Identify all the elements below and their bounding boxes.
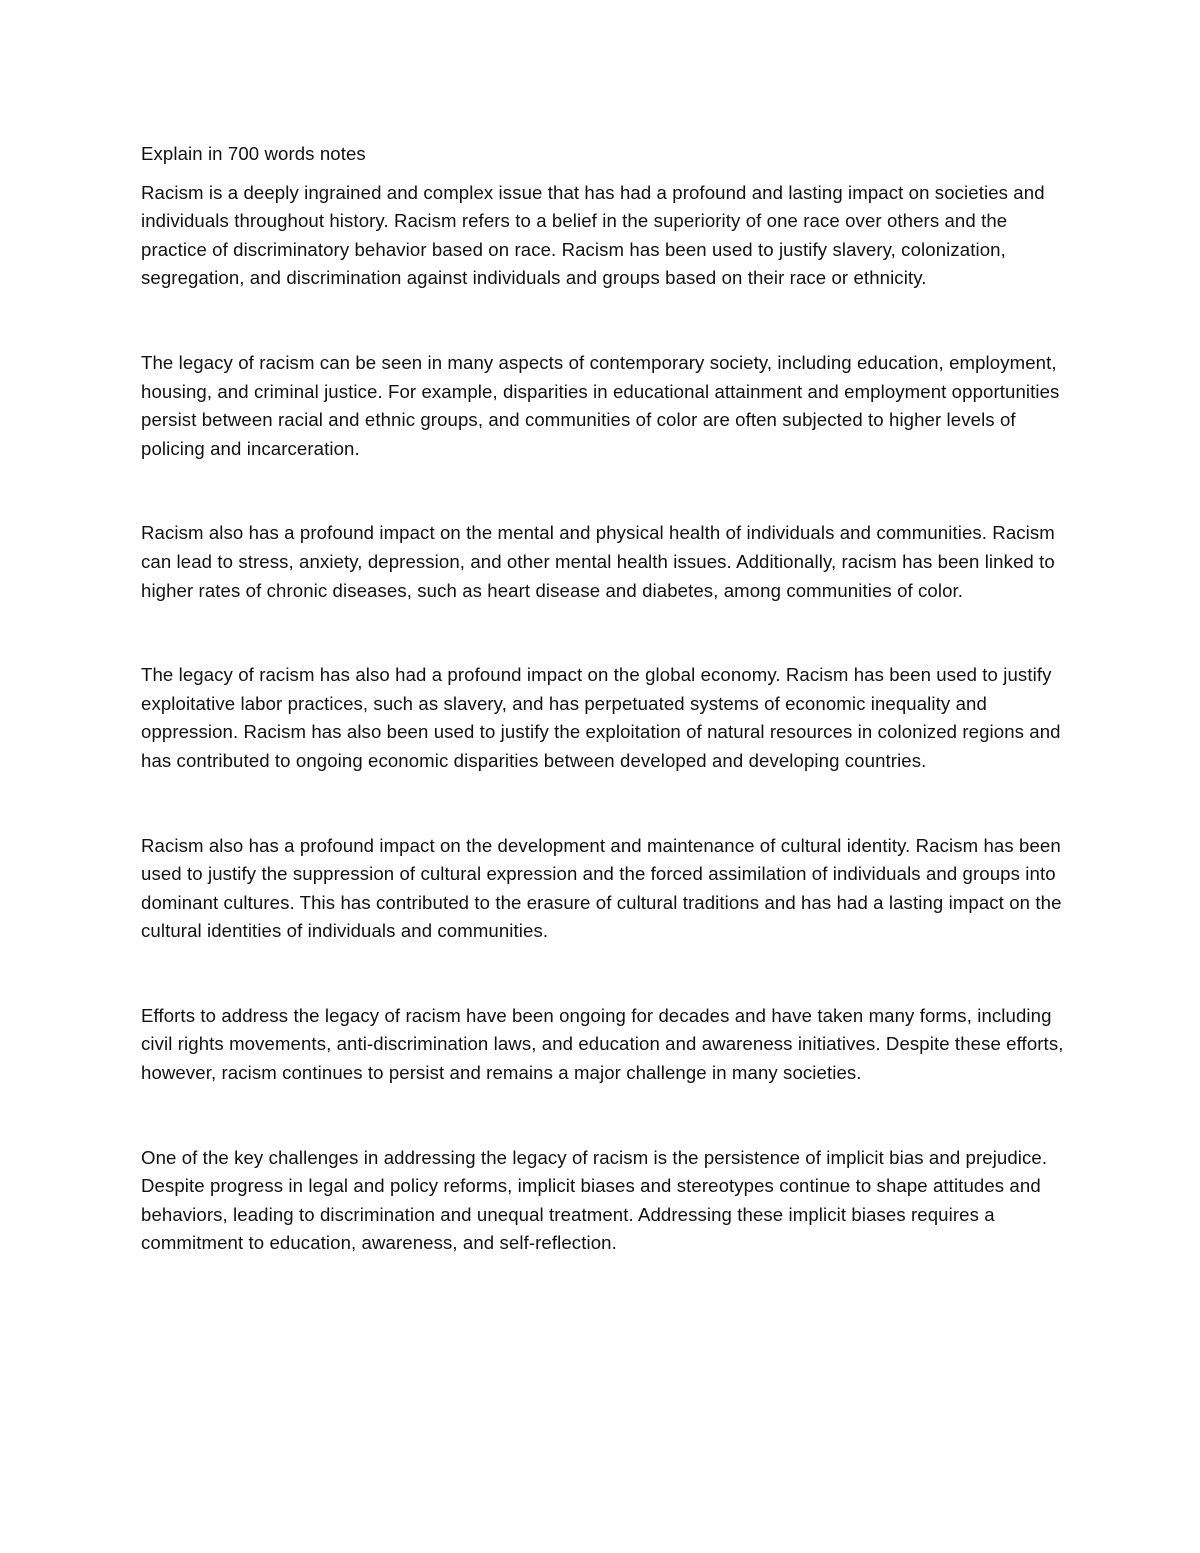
paragraph-spacer: [141, 946, 1066, 1002]
document-body: [141, 140, 1066, 1258]
paragraph-spacer: [141, 463, 1066, 519]
paragraph-5: Racism also has a profound impact on the development and maintenance of cultural identity. Racism has been used to justify the suppression of cultural expression and the forced assimilation of individuals and groups into dominant cultures. This has contributed to the erasure of cultural traditions and has had a lasting impact on the cultural identities of individuals and communities.: [141, 834, 1062, 942]
paragraph-2: The legacy of racism can be seen in many aspects of contemporary society, including education, employment, housing, and criminal justice. For example, disparities in educational attainment and employment opportunities persist between racial and ethnic groups, and communities of color are often subjected to higher levels of policing and incarceration.: [141, 351, 1060, 459]
paragraph-6: Efforts to address the legacy of racism have been ongoing for decades and have taken many forms, including civil rights movements, anti-discrimination laws, and education and awareness initiatives. Despite these efforts, however, racism continues to persist and remains a major challenge in many societies.: [141, 1004, 1064, 1084]
paragraph-4: The legacy of racism has also had a profound impact on the global economy. Racism has been used to justify exploitative labor practices, such as slavery, and has perpetuated systems of economic inequality and oppression. Racism has also been used to justify the exploitation of natural resources in colonized regions and has contributed to ongoing economic disparities between developed and developing countries.: [141, 664, 1061, 771]
paragraph-spacer: [141, 293, 1066, 349]
paragraph-spacer: [141, 776, 1066, 832]
paragraph-spacer: [141, 605, 1066, 661]
paragraph-1: Racism is a deeply ingrained and complex issue that has had a profound and lasting impact on societies and individuals throughout history. Racism refers to a belief in the superiority of one race over others and the practice of discriminatory behavior based on race. Racism has been used to justify slavery, colonization, segregation, and discrimination against individuals and groups based on their race or ethnicity.: [141, 181, 1045, 289]
paragraph-spacer: [141, 1088, 1066, 1144]
document-heading: Explain in 700 words notes: [141, 143, 366, 164]
paragraph-7: One of the key challenges in addressing the legacy of racism is the persistence of implicit bias and prejudice. Despite progress in legal and policy reforms, implicit biases and stereotypes continue to shape attitudes and behaviors, leading to discrimination and unequal treatment. Addressing these implicit biases requires a commitment to education, awareness, and self-reflection.: [141, 1146, 1048, 1254]
paragraph-3: Racism also has a profound impact on the mental and physical health of individuals and communities. Racism can lead to stress, anxiety, depression, and other mental health issues. Additionally, racism has been linked to higher rates of chronic diseases, such as heart disease and diabetes, among communities of color.: [141, 522, 1055, 601]
